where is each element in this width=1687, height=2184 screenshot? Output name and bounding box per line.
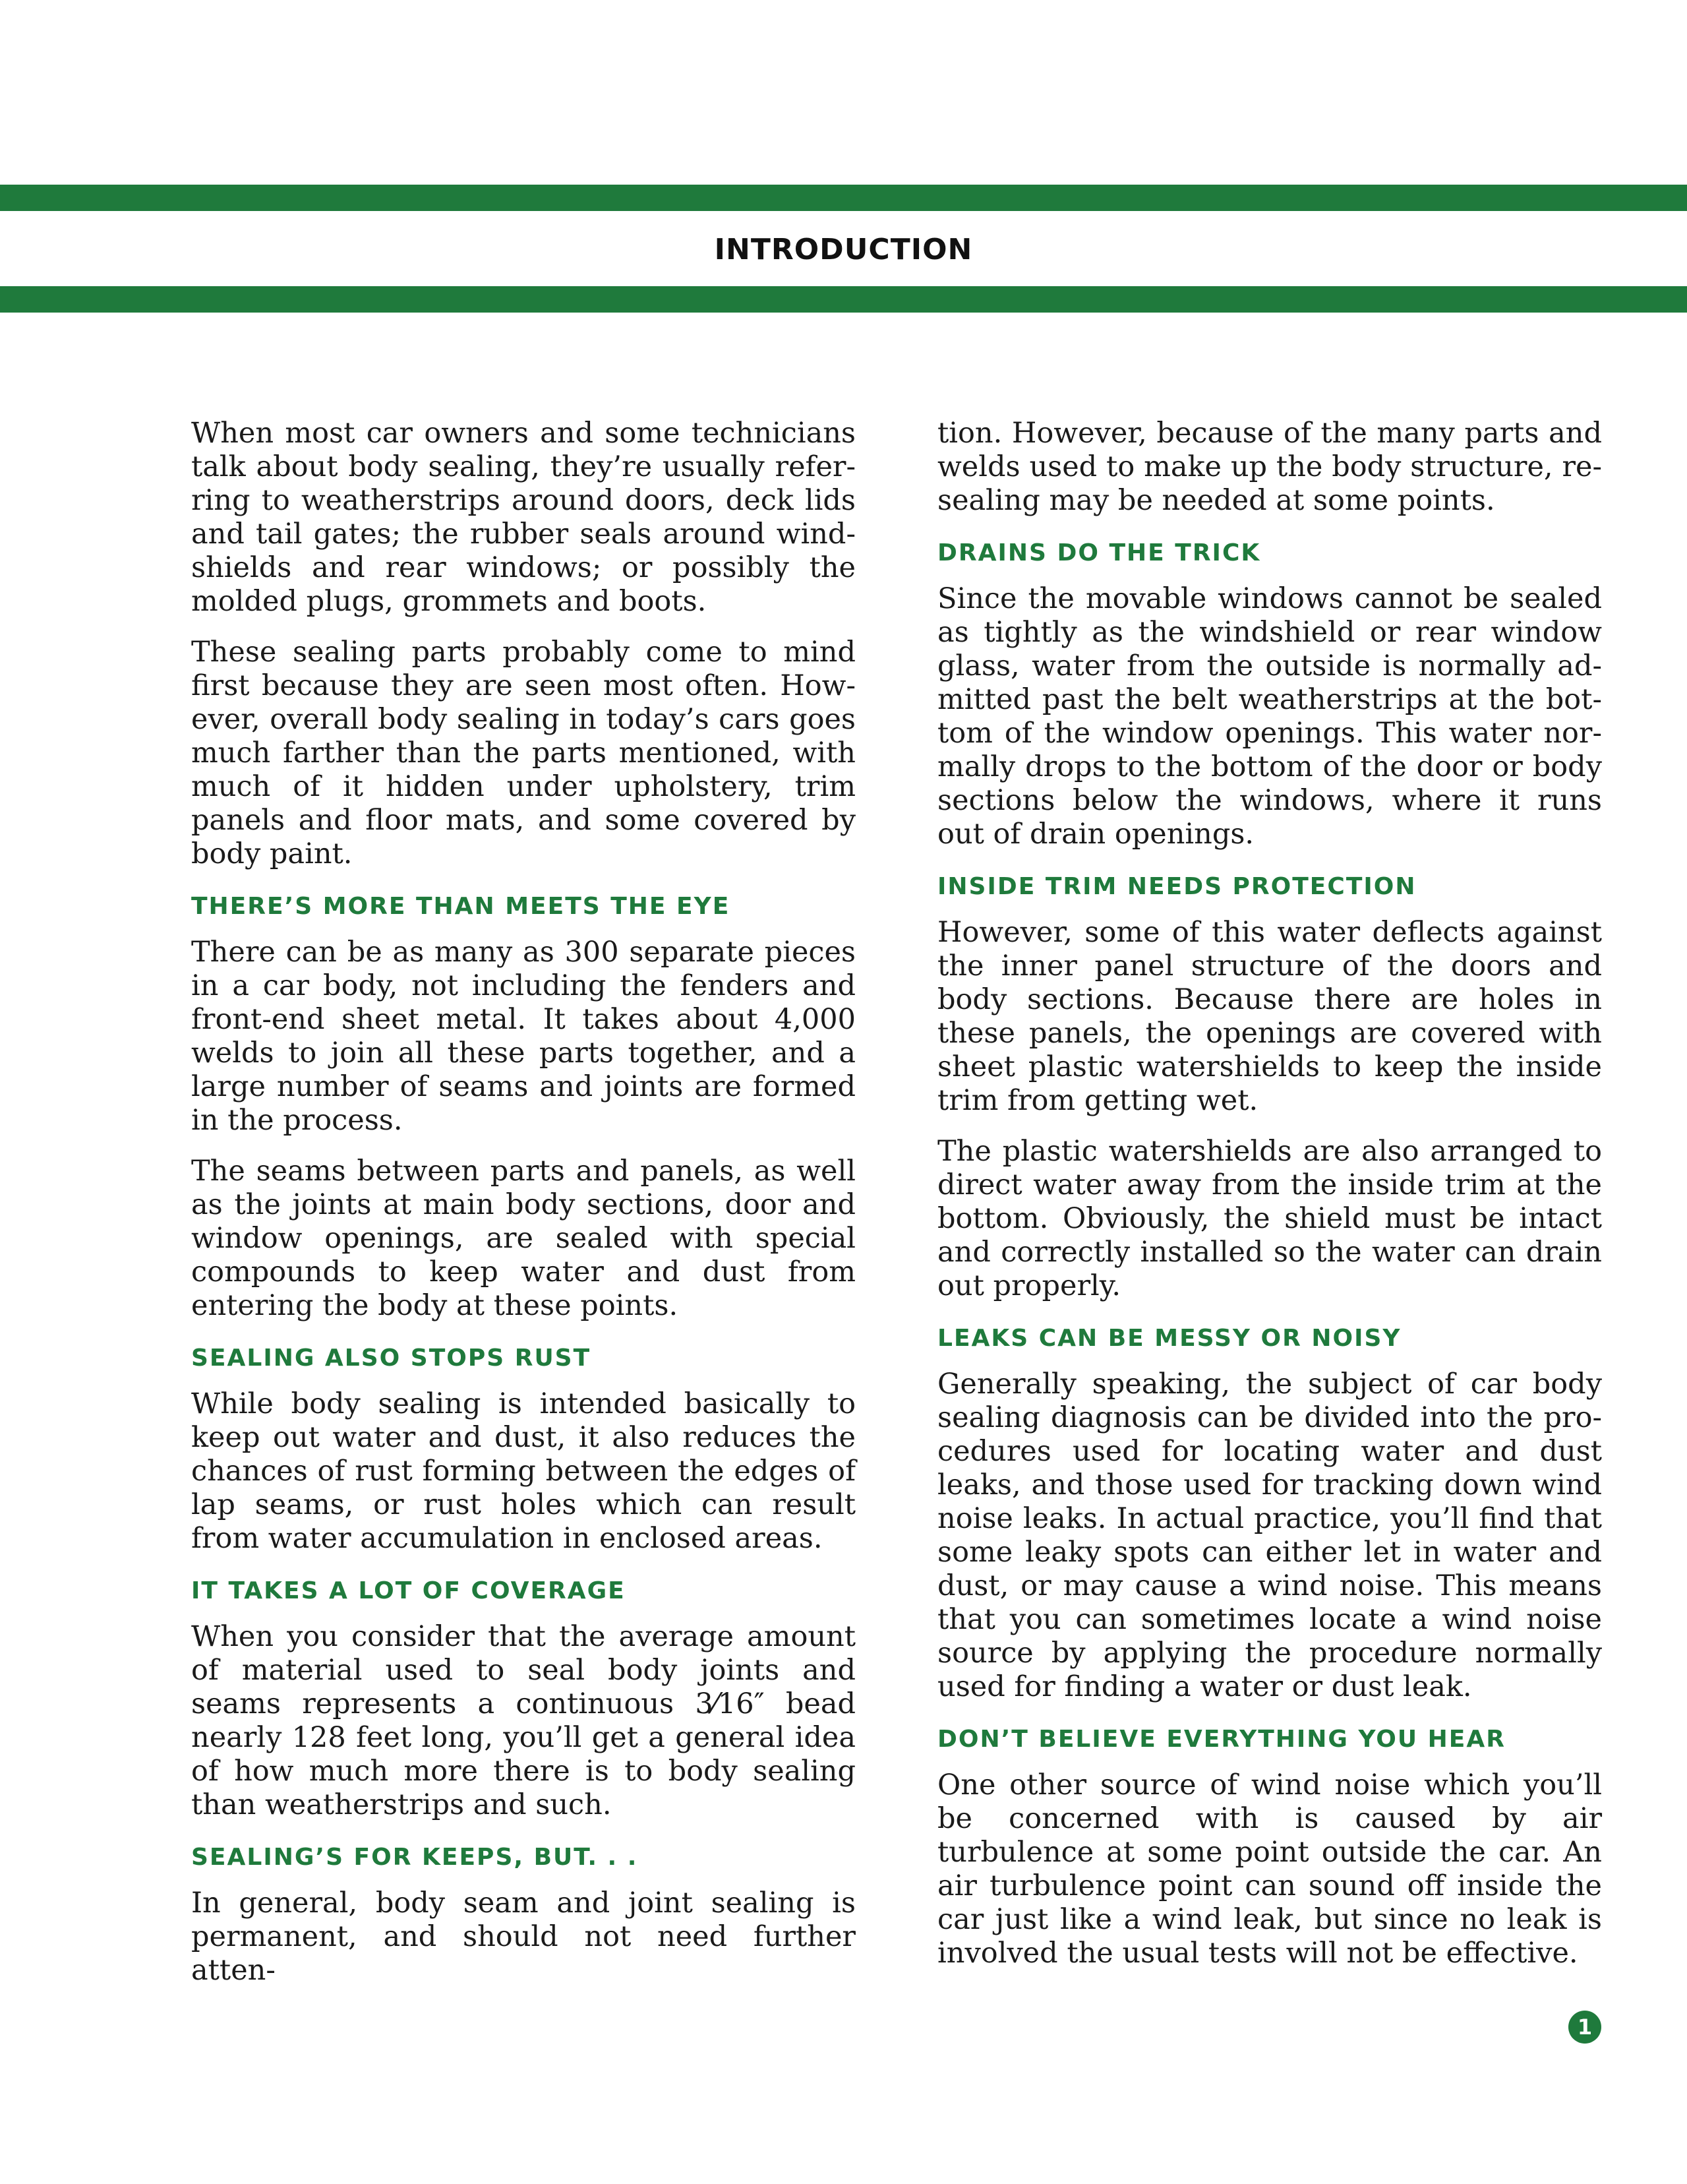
header-band-top xyxy=(0,185,1687,211)
paragraph: tion. However, because of the many parts and welds used to make up the body structure, resealing may be needed at some points. xyxy=(937,417,1602,517)
section-heading: IT TAKES A LOT OF COVERAGE xyxy=(191,1577,626,1604)
paragraph: Generally speaking, the subject of car body sealing diagnosis can be divided into the procedures used for locating water and dust leaks, and those used for tracking down wind noise leaks. In actual practice, you’ll find that some leaky spots can either let in water and dust, or may cause a wind noise. This means that you can sometimes locate a wind noise source by applying the procedure normally used for finding a water or dust leak. xyxy=(937,1368,1602,1703)
section-heading: INSIDE TRIM NEEDS PROTECTION xyxy=(937,873,1417,900)
paragraph: However, some of this water deflects against the inner panel structure of the doors and body sections. Because there are holes in these panels, the openings are covered with sheet plastic watershields to keep the inside trim from getting wet. xyxy=(937,916,1602,1117)
section-heading: DRAINS DO THE TRICK xyxy=(937,539,1261,566)
page-number-badge: 1 xyxy=(1568,2011,1601,2044)
paragraph: The seams between parts and panels, as well as the joints at main body sections, door and window openings, are sealed with special compounds to keep water and dust from entering the body at these points. xyxy=(191,1155,856,1322)
paragraph: Since the movable windows cannot be sealed as tightly as the windshield or rear window glass, water from the outside is normally admitted past the belt weatherstrips at the bottom of the window openings. This water normally drops to the bottom of the door or body sections below the windows, where it runs out of drain openings. xyxy=(937,582,1602,851)
left-column xyxy=(191,417,856,2005)
section-heading: DON’T BELIEVE EVERYTHING YOU HEAR xyxy=(937,1726,1506,1753)
section-heading: SEALING ALSO STOPS RUST xyxy=(191,1345,591,1372)
paragraph: When you consider that the average amount of material used to seal body joints and seams represents a continuous 3⁄16″ bead nearly 128 feet long, you’ll get a general idea of how much more there is to body sealing than weatherstrips and such. xyxy=(191,1620,856,1821)
section-heading: SEALING’S FOR KEEPS, BUT. . . xyxy=(191,1844,638,1871)
paragraph: While body sealing is intended basically to keep out water and dust, it also reduces the chances of rust forming between the edges of lap seams, or rust holes which can result from water accumulation in enclosed areas. xyxy=(191,1387,856,1555)
paragraph: In general, body seam and joint sealing is permanent, and should not need further atten- xyxy=(191,1887,856,1987)
paragraph: One other source of wind noise which you’ll be concerned with is caused by air turbulence at some point outside the car. An air turbulence point can sound off inside the car just like a wind leak, but since no leak is involved the usual tests will not be effective. xyxy=(937,1769,1602,1970)
header-band-bottom xyxy=(0,286,1687,313)
section-heading: THERE’S MORE THAN MEETS THE EYE xyxy=(191,893,730,920)
paragraph: When most car owners and some technicians talk about body sealing, they’re usually referring to weatherstrips around doors, deck lids and tail gates; the rubber seals around windshields and rear windows; or possibly the molded plugs, grommets and boots. xyxy=(191,417,856,618)
page-title: INTRODUCTION xyxy=(714,233,973,266)
paragraph: These sealing parts probably come to mind first because they are seen most often. However, overall body sealing in today’s cars goes much farther than the parts mentioned, with much of it hidden under upholstery, trim panels and floor mats, and some covered by body paint. xyxy=(191,636,856,870)
section-heading: LEAKS CAN BE MESSY OR NOISY xyxy=(937,1325,1402,1352)
paragraph: The plastic watershields are also arranged to direct water away from the inside trim at the bottom. Obviously, the shield must be intact and correctly installed so the water can drain out properly. xyxy=(937,1135,1602,1302)
right-column xyxy=(937,417,1602,1987)
paragraph: There can be as many as 300 separate pieces in a car body, not including the fenders and front-end sheet metal. It takes about 4,000 welds to join all these parts together, and a large number of seams and joints are formed in the process. xyxy=(191,936,856,1137)
